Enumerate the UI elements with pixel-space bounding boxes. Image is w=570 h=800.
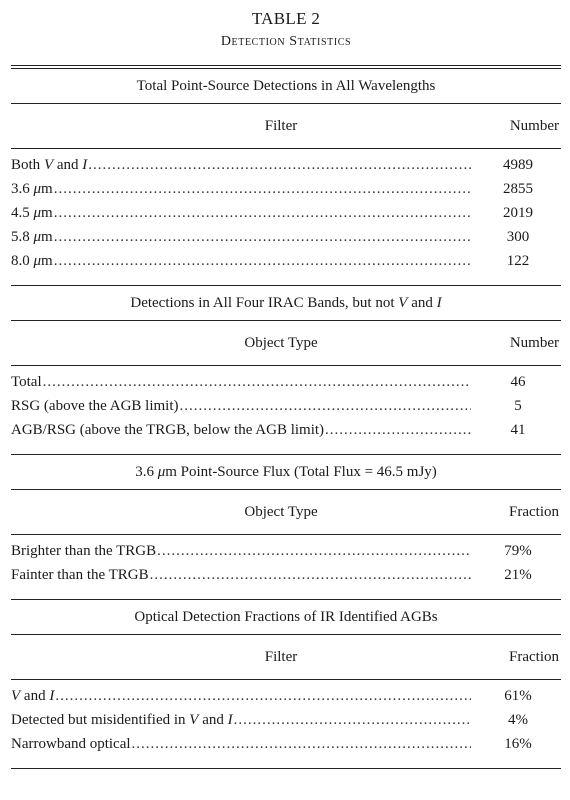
table-row xyxy=(11,157,561,181)
row-value: 46 xyxy=(510,374,526,390)
column-header-number: Number xyxy=(509,334,559,351)
row-value: 61% xyxy=(504,688,532,704)
section-heading: Optical Detection Fractions of IR Identified AGBs xyxy=(134,609,438,625)
column-header-row xyxy=(11,490,561,534)
table-row xyxy=(11,253,561,277)
row-value: 300 xyxy=(506,229,530,245)
table-row xyxy=(11,398,561,422)
row-value: 4% xyxy=(508,712,528,728)
row-value: 41 xyxy=(510,422,526,438)
column-header-row xyxy=(11,635,561,679)
row-label: 5.8 μm xyxy=(11,229,53,245)
table-row xyxy=(11,688,561,712)
dot-leader xyxy=(54,253,471,270)
table-row xyxy=(11,567,561,591)
row-label: Brighter than the TRGB xyxy=(11,543,157,559)
row-value: 2855 xyxy=(503,181,533,197)
row-label: Narrowband optical xyxy=(11,736,131,752)
row-value: 79% xyxy=(504,543,532,559)
row-label: 8.0 μm xyxy=(11,253,53,269)
dot-leader xyxy=(54,229,471,246)
dot-leader xyxy=(54,181,471,198)
table-title: TABLE 2 xyxy=(251,9,321,28)
row-label: 3.6 μm xyxy=(11,181,53,197)
table-row xyxy=(11,712,561,736)
dot-leader xyxy=(325,422,471,439)
row-label: Total xyxy=(11,374,42,390)
row-label: Fainter than the TRGB xyxy=(11,567,149,583)
table-subtitle: Detection Statistics xyxy=(220,34,352,49)
table-row xyxy=(11,229,561,253)
section-point-source-flux xyxy=(11,455,561,600)
dot-leader xyxy=(157,543,471,560)
table-row xyxy=(11,736,561,760)
column-header-object-type: Object Type xyxy=(244,503,318,520)
row-value: 2019 xyxy=(503,205,533,221)
row-value: 5 xyxy=(514,398,522,414)
column-header-row xyxy=(11,321,561,365)
row-label: V and I xyxy=(11,688,55,704)
row-label: 4.5 μm xyxy=(11,205,53,221)
section-heading: Total Point-Source Detections in All Wavelengths xyxy=(136,78,436,94)
row-label: Both V and I xyxy=(11,157,88,173)
section-heading: Detections in All Four IRAC Bands, but not V and I xyxy=(130,295,442,311)
section-optical-detection-fractions xyxy=(11,600,561,769)
table-row xyxy=(11,181,561,205)
dot-leader xyxy=(54,205,471,222)
table-row xyxy=(11,422,561,446)
detection-statistics-table xyxy=(11,0,561,769)
section-irac-detections xyxy=(11,286,561,455)
column-header-object-type: Object Type xyxy=(244,334,318,351)
row-label: AGB/RSG (above the TRGB, below the AGB limit) xyxy=(11,422,325,438)
dot-leader xyxy=(180,398,472,415)
row-label: RSG (above the AGB limit) xyxy=(11,398,179,414)
column-header-filter: Filter xyxy=(264,648,298,665)
section-heading: 3.6 μm Point-Source Flux (Total Flux = 46.5 mJy) xyxy=(135,464,437,480)
column-header-fraction: Fraction xyxy=(509,648,559,665)
table-body xyxy=(11,680,561,768)
table-row xyxy=(11,205,561,229)
bottom-rule xyxy=(11,768,561,769)
dot-leader xyxy=(88,157,471,174)
dot-leader xyxy=(150,567,471,584)
row-value: 16% xyxy=(504,736,532,752)
dot-leader xyxy=(55,688,471,705)
row-label: Detected but misidentified in V and I xyxy=(11,712,233,728)
row-value: 122 xyxy=(506,253,530,269)
table-body xyxy=(11,535,561,599)
column-header-filter: Filter xyxy=(264,117,298,134)
row-value: 21% xyxy=(504,567,532,583)
table-row xyxy=(11,543,561,567)
dot-leader xyxy=(132,736,471,753)
section-total-detections xyxy=(11,69,561,286)
column-header-row xyxy=(11,104,561,148)
row-value: 4989 xyxy=(503,157,533,173)
table-body xyxy=(11,149,561,285)
table-row xyxy=(11,374,561,398)
column-header-number: Number xyxy=(509,117,559,134)
dot-leader xyxy=(43,374,471,391)
dot-leader xyxy=(234,712,471,729)
column-header-fraction: Fraction xyxy=(509,503,559,520)
table-body xyxy=(11,366,561,454)
